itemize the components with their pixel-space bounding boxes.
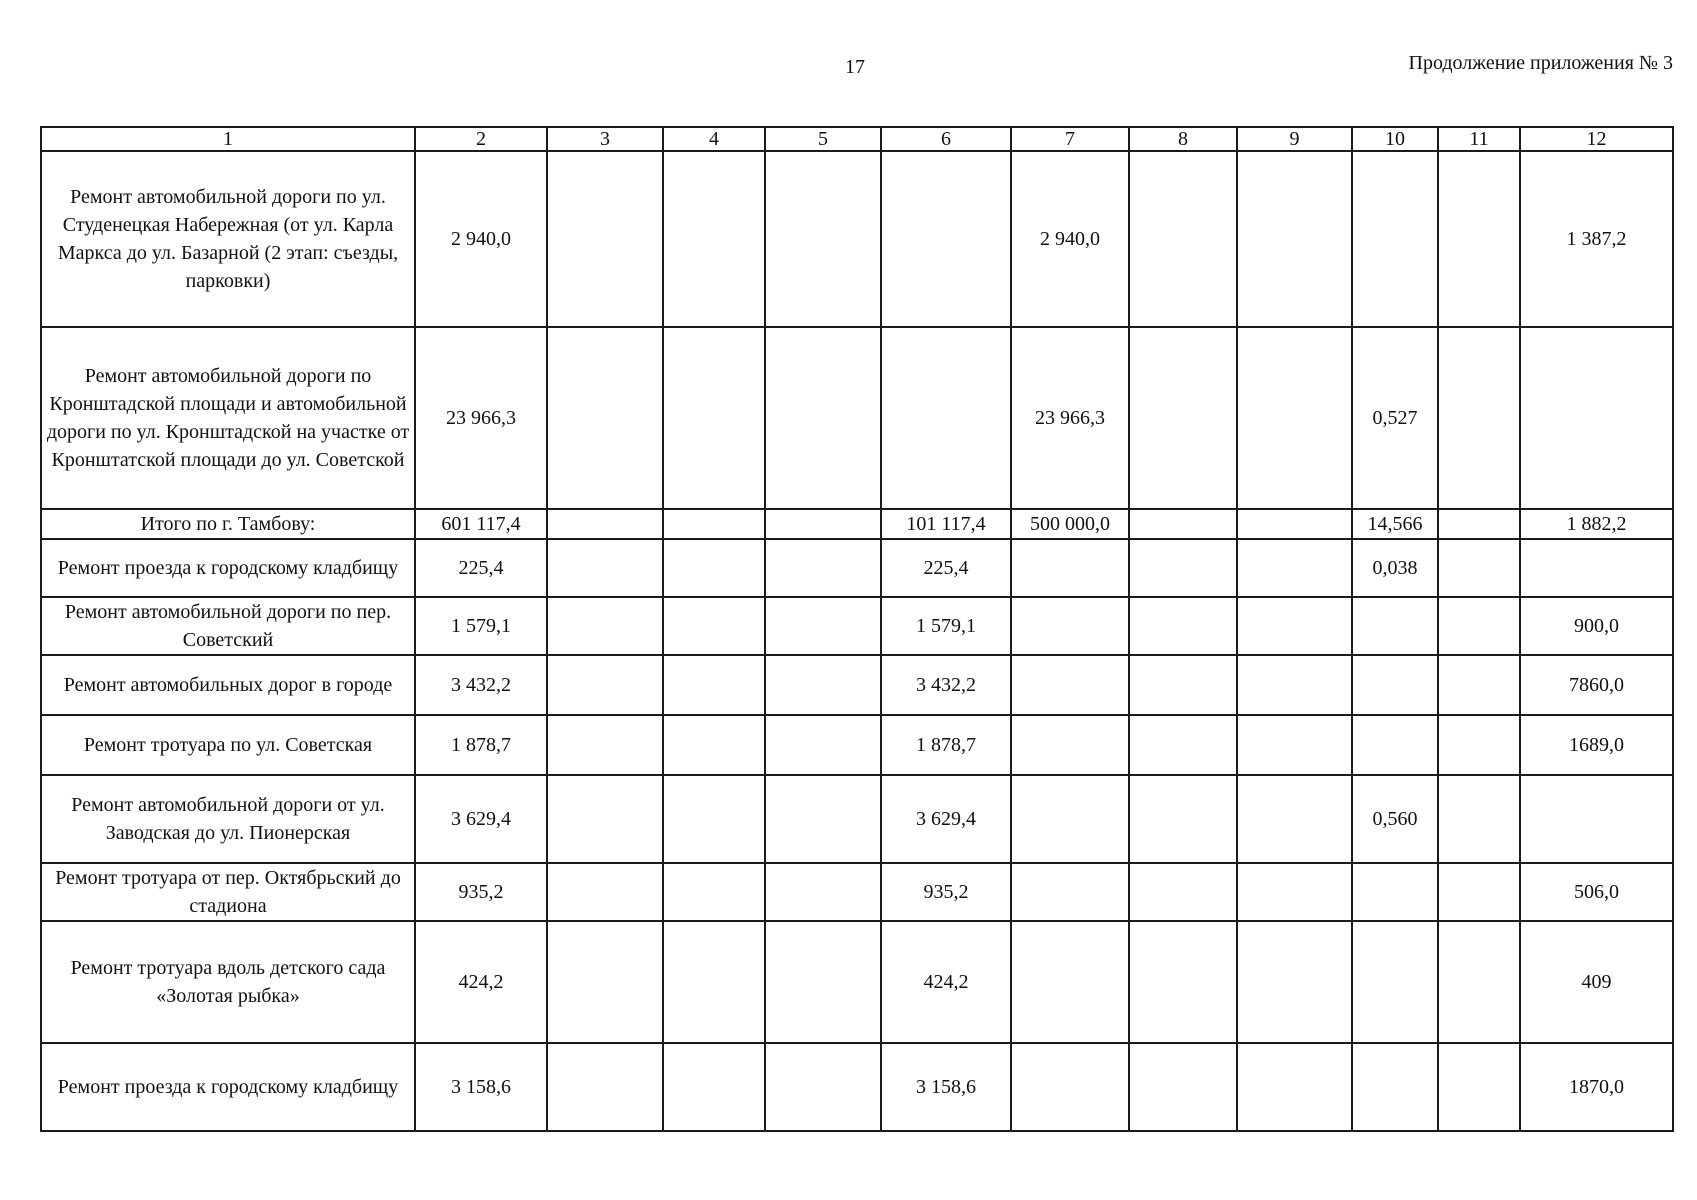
table-cell <box>765 539 881 597</box>
table-cell: 225,4 <box>881 539 1011 597</box>
table-cell: 900,0 <box>1520 597 1673 655</box>
table-cell <box>1438 775 1520 863</box>
table-cell <box>765 863 881 921</box>
table-cell <box>1237 509 1352 539</box>
table-cell <box>663 151 765 327</box>
table-cell: 225,4 <box>415 539 547 597</box>
table-cell <box>1129 1043 1237 1131</box>
table-cell <box>663 655 765 715</box>
table-cell <box>663 863 765 921</box>
table-cell: 23 966,3 <box>415 327 547 509</box>
table-cell <box>1520 327 1673 509</box>
table-cell <box>663 327 765 509</box>
table-cell <box>1237 597 1352 655</box>
table-cell: 14,566 <box>1352 509 1438 539</box>
row-name-cell: Ремонт автомобильной дороги по пер. Советский <box>41 597 415 655</box>
table-cell <box>1129 539 1237 597</box>
table-cell <box>1352 1043 1438 1131</box>
table-cell <box>881 151 1011 327</box>
table-cell <box>1352 921 1438 1043</box>
table-cell <box>663 921 765 1043</box>
table-cell <box>547 655 663 715</box>
table-cell <box>1129 327 1237 509</box>
table-cell <box>547 775 663 863</box>
table-cell <box>1129 509 1237 539</box>
table-cell <box>547 151 663 327</box>
row-name-cell: Ремонт тротуара по ул. Советская <box>41 715 415 775</box>
table-cell: 3 629,4 <box>415 775 547 863</box>
column-header: 3 <box>547 127 663 151</box>
table-cell <box>1438 539 1520 597</box>
table-cell <box>1438 597 1520 655</box>
table-cell <box>1129 863 1237 921</box>
row-name-cell: Ремонт тротуара вдоль детского сада «Золотая рыбка» <box>41 921 415 1043</box>
table-cell <box>1438 715 1520 775</box>
table-cell: 424,2 <box>881 921 1011 1043</box>
table-cell <box>1237 539 1352 597</box>
table-cell <box>1011 655 1129 715</box>
table-cell <box>765 151 881 327</box>
table-cell: 1 878,7 <box>415 715 547 775</box>
table-cell <box>1520 539 1673 597</box>
table-cell <box>1237 921 1352 1043</box>
table-cell: 0,527 <box>1352 327 1438 509</box>
table-cell <box>1520 775 1673 863</box>
table-cell: 0,560 <box>1352 775 1438 863</box>
table-cell: 1 387,2 <box>1520 151 1673 327</box>
table-cell <box>663 597 765 655</box>
table-cell <box>1129 775 1237 863</box>
table-cell: 935,2 <box>881 863 1011 921</box>
table-row <box>41 921 1673 1043</box>
table-cell <box>1237 327 1352 509</box>
table-cell: 3 432,2 <box>415 655 547 715</box>
column-header: 8 <box>1129 127 1237 151</box>
table-cell <box>547 327 663 509</box>
table-cell: 1 882,2 <box>1520 509 1673 539</box>
table-cell <box>547 509 663 539</box>
table-cell: 3 158,6 <box>415 1043 547 1131</box>
table-cell <box>1237 151 1352 327</box>
row-name-cell: Ремонт тротуара от пер. Октябрьский до стадиона <box>41 863 415 921</box>
table-row <box>41 655 1673 715</box>
row-name-cell: Ремонт автомобильной дороги по ул. Студенецкая Набережная (от ул. Карла Маркса до ул. Базарной (2 этап: съезды, парковки) <box>41 151 415 327</box>
row-name-cell: Ремонт автомобильной дороги от ул. Заводская до ул. Пионерская <box>41 775 415 863</box>
table-cell: 2 940,0 <box>1011 151 1129 327</box>
column-header: 6 <box>881 127 1011 151</box>
table-cell <box>663 775 765 863</box>
table-cell: 2 940,0 <box>415 151 547 327</box>
table-cell <box>663 509 765 539</box>
table-cell <box>547 597 663 655</box>
row-name-cell: Ремонт проезда к городскому кладбищу <box>41 539 415 597</box>
row-name-cell: Ремонт автомобильной дороги по Кронштадской площади и автомобильной дороги по ул. Кронштадской на участке от Кронштатской площади до ул. Советской <box>41 327 415 509</box>
table-cell <box>547 1043 663 1131</box>
row-name-cell: Ремонт автомобильных дорог в городе <box>41 655 415 715</box>
table-row <box>41 327 1673 509</box>
table-row <box>41 775 1673 863</box>
row-name-cell: Ремонт проезда к городскому кладбищу <box>41 1043 415 1131</box>
table-cell <box>1352 863 1438 921</box>
page-number: 17 <box>845 56 865 78</box>
column-header: 4 <box>663 127 765 151</box>
table-cell <box>1352 715 1438 775</box>
table-cell <box>765 921 881 1043</box>
total-label-cell: Итого по г. Тамбову: <box>41 509 415 539</box>
table-cell <box>1129 921 1237 1043</box>
table-cell <box>1011 715 1129 775</box>
table-header-row <box>41 127 1673 151</box>
table-cell <box>1011 539 1129 597</box>
table-cell <box>1438 509 1520 539</box>
table-cell: 1870,0 <box>1520 1043 1673 1131</box>
table-cell <box>1011 775 1129 863</box>
table-cell <box>547 921 663 1043</box>
table-cell <box>1237 1043 1352 1131</box>
table-cell <box>1011 1043 1129 1131</box>
table-cell <box>547 539 663 597</box>
table-cell <box>765 597 881 655</box>
table-row <box>41 715 1673 775</box>
table-cell: 935,2 <box>415 863 547 921</box>
table-cell <box>663 715 765 775</box>
table-cell <box>765 655 881 715</box>
table-cell <box>765 509 881 539</box>
table-cell: 1689,0 <box>1520 715 1673 775</box>
table-row <box>41 1043 1673 1131</box>
table-cell <box>765 327 881 509</box>
table-cell <box>663 1043 765 1131</box>
column-header: 2 <box>415 127 547 151</box>
table-cell <box>1438 655 1520 715</box>
column-header: 11 <box>1438 127 1520 151</box>
table-cell: 409 <box>1520 921 1673 1043</box>
table-cell <box>1129 655 1237 715</box>
table-cell: 506,0 <box>1520 863 1673 921</box>
table-cell <box>1352 597 1438 655</box>
table-cell <box>1438 151 1520 327</box>
table-cell <box>1129 151 1237 327</box>
appendix-continuation-label: Продолжение приложения № 3 <box>1408 52 1673 74</box>
column-header: 9 <box>1237 127 1352 151</box>
table-cell <box>1438 863 1520 921</box>
table-cell <box>765 775 881 863</box>
table-cell <box>1011 863 1129 921</box>
table-cell <box>1011 921 1129 1043</box>
table-cell <box>1129 715 1237 775</box>
table-cell: 23 966,3 <box>1011 327 1129 509</box>
table-row <box>41 539 1673 597</box>
table-cell: 601 117,4 <box>415 509 547 539</box>
table-cell: 1 579,1 <box>881 597 1011 655</box>
table-cell <box>881 327 1011 509</box>
table-cell <box>765 715 881 775</box>
table-cell: 500 000,0 <box>1011 509 1129 539</box>
table-cell <box>1352 655 1438 715</box>
table-cell <box>547 863 663 921</box>
table-cell: 101 117,4 <box>881 509 1011 539</box>
table-cell <box>1438 1043 1520 1131</box>
table-cell: 424,2 <box>415 921 547 1043</box>
table-cell: 1 579,1 <box>415 597 547 655</box>
table-row <box>41 863 1673 921</box>
table-cell <box>765 1043 881 1131</box>
table-cell <box>1438 921 1520 1043</box>
appendix-table <box>40 126 1674 1132</box>
table-cell: 3 432,2 <box>881 655 1011 715</box>
table-cell: 3 158,6 <box>881 1043 1011 1131</box>
table-cell <box>1352 151 1438 327</box>
column-header: 5 <box>765 127 881 151</box>
column-header: 12 <box>1520 127 1673 151</box>
table-cell: 0,038 <box>1352 539 1438 597</box>
column-header: 1 <box>41 127 415 151</box>
table-cell: 3 629,4 <box>881 775 1011 863</box>
total-row <box>41 509 1673 539</box>
table-row <box>41 151 1673 327</box>
table-cell <box>1438 327 1520 509</box>
table-cell <box>1011 597 1129 655</box>
table-cell <box>1237 775 1352 863</box>
table-cell <box>1237 863 1352 921</box>
column-header: 10 <box>1352 127 1438 151</box>
table-cell: 1 878,7 <box>881 715 1011 775</box>
table-cell <box>1237 715 1352 775</box>
table-cell <box>1237 655 1352 715</box>
table-row <box>41 597 1673 655</box>
column-header: 7 <box>1011 127 1129 151</box>
table-cell <box>663 539 765 597</box>
table-cell <box>1129 597 1237 655</box>
table-cell <box>547 715 663 775</box>
table-cell: 7860,0 <box>1520 655 1673 715</box>
